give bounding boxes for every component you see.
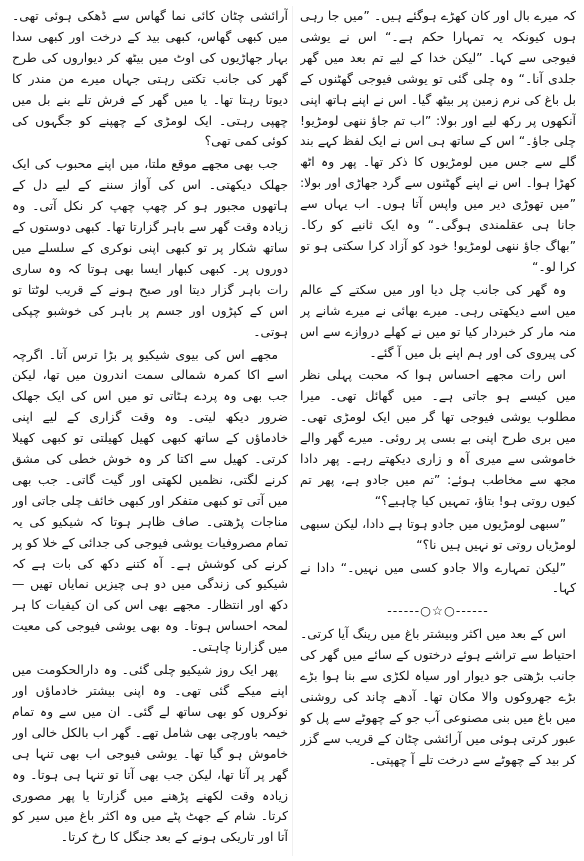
section-divider-ornament: ------○☆○------ [387, 603, 489, 619]
paragraph: پھر ایک روز شیکیو چلی گئی۔ وہ دارالحکومت میں اپنے میکے گئی تھی۔ وہ اپنی بیشتر خادماؤں اور نوکروں کو بھی ساتھ لے گئی۔ ان میں سے وہ تمام خیمہ باورچی بھی شامل تھے۔ گھر اب بالکل خالی اور خاموش ہو گیا تھا۔ یوشی فیوجی اب بھی تنہا ہی گھر پر آتا تھا، لیکن جب بھی آتا تو تنہا ہی ہوتا۔ وہ زیادہ وقت لکھنے پڑھنے میں گزارتا یا پھر مصوری کرتا۔ شام کے جھٹ پٹے میں وہ اکثر باغ میں سیر کو آتا اور تاریکی ہونے کے بعد جنگل کا رخ کرتا۔ [12, 662, 288, 845]
paragraph: کہ میرے بال اور کان کھڑے ہوگئے ہیں۔ ”میں جا رہی ہوں کیونکہ یہ تمہارا حکم ہے۔“ اس نے یوشی فیوجی سے کہا۔ ”لیکن خدا کے لیے تم بعد میں گھر جلدی آنا۔“ وہ چلی گئی تو یوشی فیوجی گھٹنوں کے بل باغ کی نرم زمین پر بیٹھ گیا۔ اس نے اپنے ہاتھ اپنی آنکھوں پر رکھ لیے اور بولا: ”اب تم جاؤ ننھی لومڑیو! چلی جاؤ۔“ اس کے ساتھ ہی اس نے ایک لفظ کہے بند گلے سے جس میں لومڑیوں کا ذکر تھا۔ پھر وہ اٹھ کھڑا ہوا۔ اس نے اپنے گھٹنوں سے گرد جھاڑی اور بولا: ”میں تھوڑی دیر میں واپس آتا ہوں۔ اب یہاں سے جانا ہی عقلمندی ہوگی۔“ وہ ایک ثانیے کو رکا۔ ”بھاگ جاؤ ننھی لومڑیو! خود کو آزاد کرا سکتی ہو تو کرا لو۔“ [300, 8, 576, 274]
paragraph: اس رات مجھے احساس ہوا کہ محبت پہلی نظر میں کیسے ہو جاتی ہے۔ میں گھائل تھی۔ میرا مطلوب یوشی فیوجی تھا گر میں ایک لومڑی تھی۔ میں بری طرح اپنی بے بسی پر روئی۔ میرے گھر والے خاموشی سے میری آہ و زاری دیکھتے رہے۔ پھر دادا مجھ سے مخاطب ہوئے: ”تم میں جادو ہے، پھر تم کیوں روتی ہو! بتاؤ، تمہیں کیا چاہیے؟“ [300, 367, 576, 508]
paragraph: ”سبھی لومڑیوں میں جادو ہوتا ہے دادا، لیکن سبھی لومڑیاں روتی تو نہیں ہیں نا؟“ [300, 515, 576, 552]
paragraph: وہ گھر کی جانب چل دیا اور میں سکتے کے عالم میں اسے دیکھتی رہی۔ میرے بھائی نے میرے شانے پر منہ مار کر خبردار کیا تو میں نے کھلے دروازے سے اس کی پیروی کی اور ہم اپنے بل میں آ گئے۔ [300, 281, 576, 360]
paragraph: ”لیکن تمہارے والا جادو کسی میں نہیں۔“ دادا نے کہا۔ [300, 559, 576, 596]
paragraph: مجھے اس کی بیوی شیکیو پر بڑا ترس آتا۔ اگرچہ اسے اکا کمرہ شمالی سمت اندرون میں تھا، لیکن جب بھی وہ پردے ہٹاتی تو میں اس کی ایک جھلک ضرور دیکھ لیتی۔ وہ وقت گزاری کے لیے اپنی خادماؤں کے ساتھ کبھی کھیل کھیلتی تو کبھی کھیلا کرتی۔ کھیل سے اکتا کر وہ خوش خطی کی مشق کرنے لگتی، نظمیں لکھتی اور گیت گاتی۔ جب بھی میں آتی تو کبھی متفکر اور کبھی خائف چلی جاتی اور مناجات پڑھتی۔ صاف ظاہر ہوتا کہ شیکیو کی یہ تمام مصروفیات یوشی فیوجی کی جدائی کے خلا کو پر کرنے کی کوشش ہے۔ آہ کتنے دکھ کی بات ہے کہ شیکیو کی زندگی میں دو ہی چیزیں نمایاں تھیں — دکھ اور انتظار۔ مجھے بھی اس کی ان کیفیات کا ہر لمحہ احساس ہوتا۔ وہ بھی یوشی فیوجی کی معیت میں گزارنا چاہتی۔ [12, 346, 288, 655]
paragraph: جب بھی مجھے موقع ملتا، میں اپنے محبوب کی ایک جھلک دیکھتی۔ اس کی آواز سننے کے لیے دل کے ہاتھوں مجبور ہو کر چھپ چھپ کر نکل آتی۔ وہ زیادہ وقت گھر سے باہر گزارتا تھا۔ کبھی دوستوں کے ساتھ شکار پر تو کبھی اپنی نوکری کے سلسلے میں دوروں پر۔ کبھی کبھار ایسا بھی ہوتا کہ وہ ساری رات باہر گزار دیتا اور صبح ہونے کے قریب لوٹتا تو اس کے کپڑوں اور جسم پر باہر کی خوشبو چپکی ہوتی۔ [12, 156, 288, 339]
column-divider [292, 6, 293, 856]
paragraph: اس کے بعد میں اکثر وبیشتر باغ میں رینگ آیا کرتی۔ احتیاط سے تراشے ہوئے درختوں کے سائے میں گھر کی جانب بڑھتی جو دیوار اور سیاہ لکڑی سے بنا ہوا بڑے بڑے جھروکوں والا مکان تھا۔ آدھے چاند کی روشنی میں باغ میں بنی مصنوعی آب جو کے چھوٹے سے پل کو عبور کرتی ہوئی میں آرائشی چٹان کے قریب سے گزر کر بید کے چھوٹے سے درخت تلے آ چھپتی۔ [300, 626, 576, 767]
paragraph: آرائشی چٹان کائی نما گھاس سے ڈھکی ہوئی تھی۔ میں کبھی گھاس، کبھی بید کے درخت اور کبھی سدا بہار جھاڑیوں کی اوٹ میں بیٹھ کر دیواروں کی طرح گھر کی جانب تکتی رہتی جہاں میرے من مندر کا دیوتا رہتا تھا۔ یا میں گھر کے فرش تلے بنے بل میں چھپی رہتی۔ ایک لومڑی کے چھپنے کو جگہوں کی کوئی کمی تھی؟ [12, 8, 288, 149]
left-column [12, 6, 288, 858]
right-column [300, 6, 576, 858]
